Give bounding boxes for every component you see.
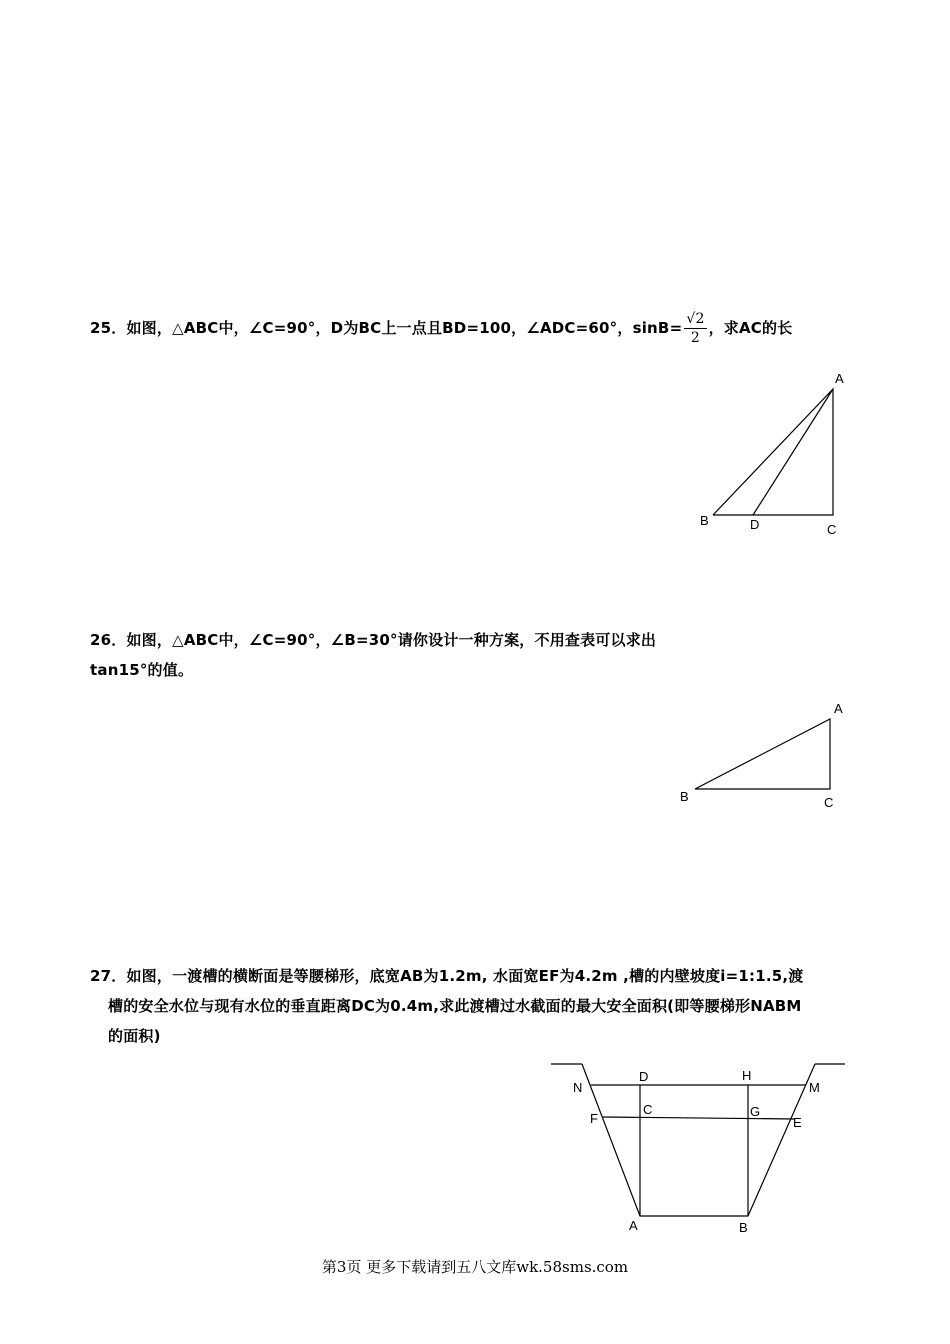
- question-27-line1-text: 如图，一渡槽的横断面是等腰梯形，底宽AB为1.2m, 水面宽EF为4.2m ,槽的内壁坡度i=1:1.5,渡: [126, 967, 804, 985]
- label-h: H: [742, 1068, 752, 1083]
- label-b-25: B: [700, 513, 709, 528]
- question-25-text: [90, 310, 792, 347]
- fraction-numerator: √2: [686, 311, 705, 327]
- label-e: E: [793, 1115, 802, 1130]
- label-f: F: [590, 1111, 598, 1126]
- figure-25-triangle: [690, 365, 860, 545]
- label-a-27: A: [629, 1218, 638, 1233]
- figure-26-triangle: [670, 695, 860, 815]
- question-27-line2: 槽的安全水位与现有水位的垂直距离DC为0.4m,求此渡槽过水截面的最大安全面积(即等腰梯形NABM: [108, 997, 802, 1015]
- label-n: N: [573, 1080, 583, 1095]
- label-c-26: C: [824, 795, 834, 810]
- question-26-line2: tan15°的值。: [90, 661, 194, 679]
- label-c-27: C: [643, 1102, 653, 1117]
- question-27-number: 27．: [90, 967, 127, 985]
- label-b-26: B: [680, 789, 689, 804]
- label-d-27: D: [639, 1069, 649, 1084]
- line-fe: [603, 1117, 795, 1119]
- question-26-line1: [90, 626, 656, 654]
- segment-ad: [753, 389, 833, 515]
- question-25-text-before: 如图，△ABC中，∠C=90°，D为BC上一点且BD=100，∠ADC=60°，sinB=: [126, 319, 683, 337]
- figure-27-trapezoid: [545, 1055, 855, 1245]
- page-footer: 第3页 更多下载请到五八文库wk.58sms.com: [321, 1258, 629, 1276]
- trapezoid-walls: [582, 1064, 815, 1216]
- triangle-abc-25: [713, 389, 833, 515]
- question-25-text-after: ，求AC的长: [708, 319, 793, 337]
- label-b-27: B: [739, 1220, 748, 1235]
- fraction-denominator: 2: [690, 330, 701, 346]
- question-26-number: 26．: [90, 631, 127, 649]
- sqrt2-over-2-fraction: [684, 310, 706, 347]
- label-g: G: [750, 1104, 761, 1119]
- label-a-25: A: [835, 371, 844, 386]
- question-26-line1-text: 如图，△ABC中，∠C=90°，∠B=30°请你设计一种方案，不用查表可以求出: [126, 631, 657, 649]
- label-a-26: A: [834, 701, 843, 716]
- question-25-number: 25．: [90, 319, 127, 337]
- label-c-25: C: [827, 522, 837, 537]
- question-27-line3: 的面积): [108, 1027, 161, 1045]
- triangle-abc-26: [695, 719, 830, 789]
- label-m: M: [809, 1080, 820, 1095]
- label-d-25: D: [750, 517, 760, 532]
- question-27-line1: [90, 962, 803, 990]
